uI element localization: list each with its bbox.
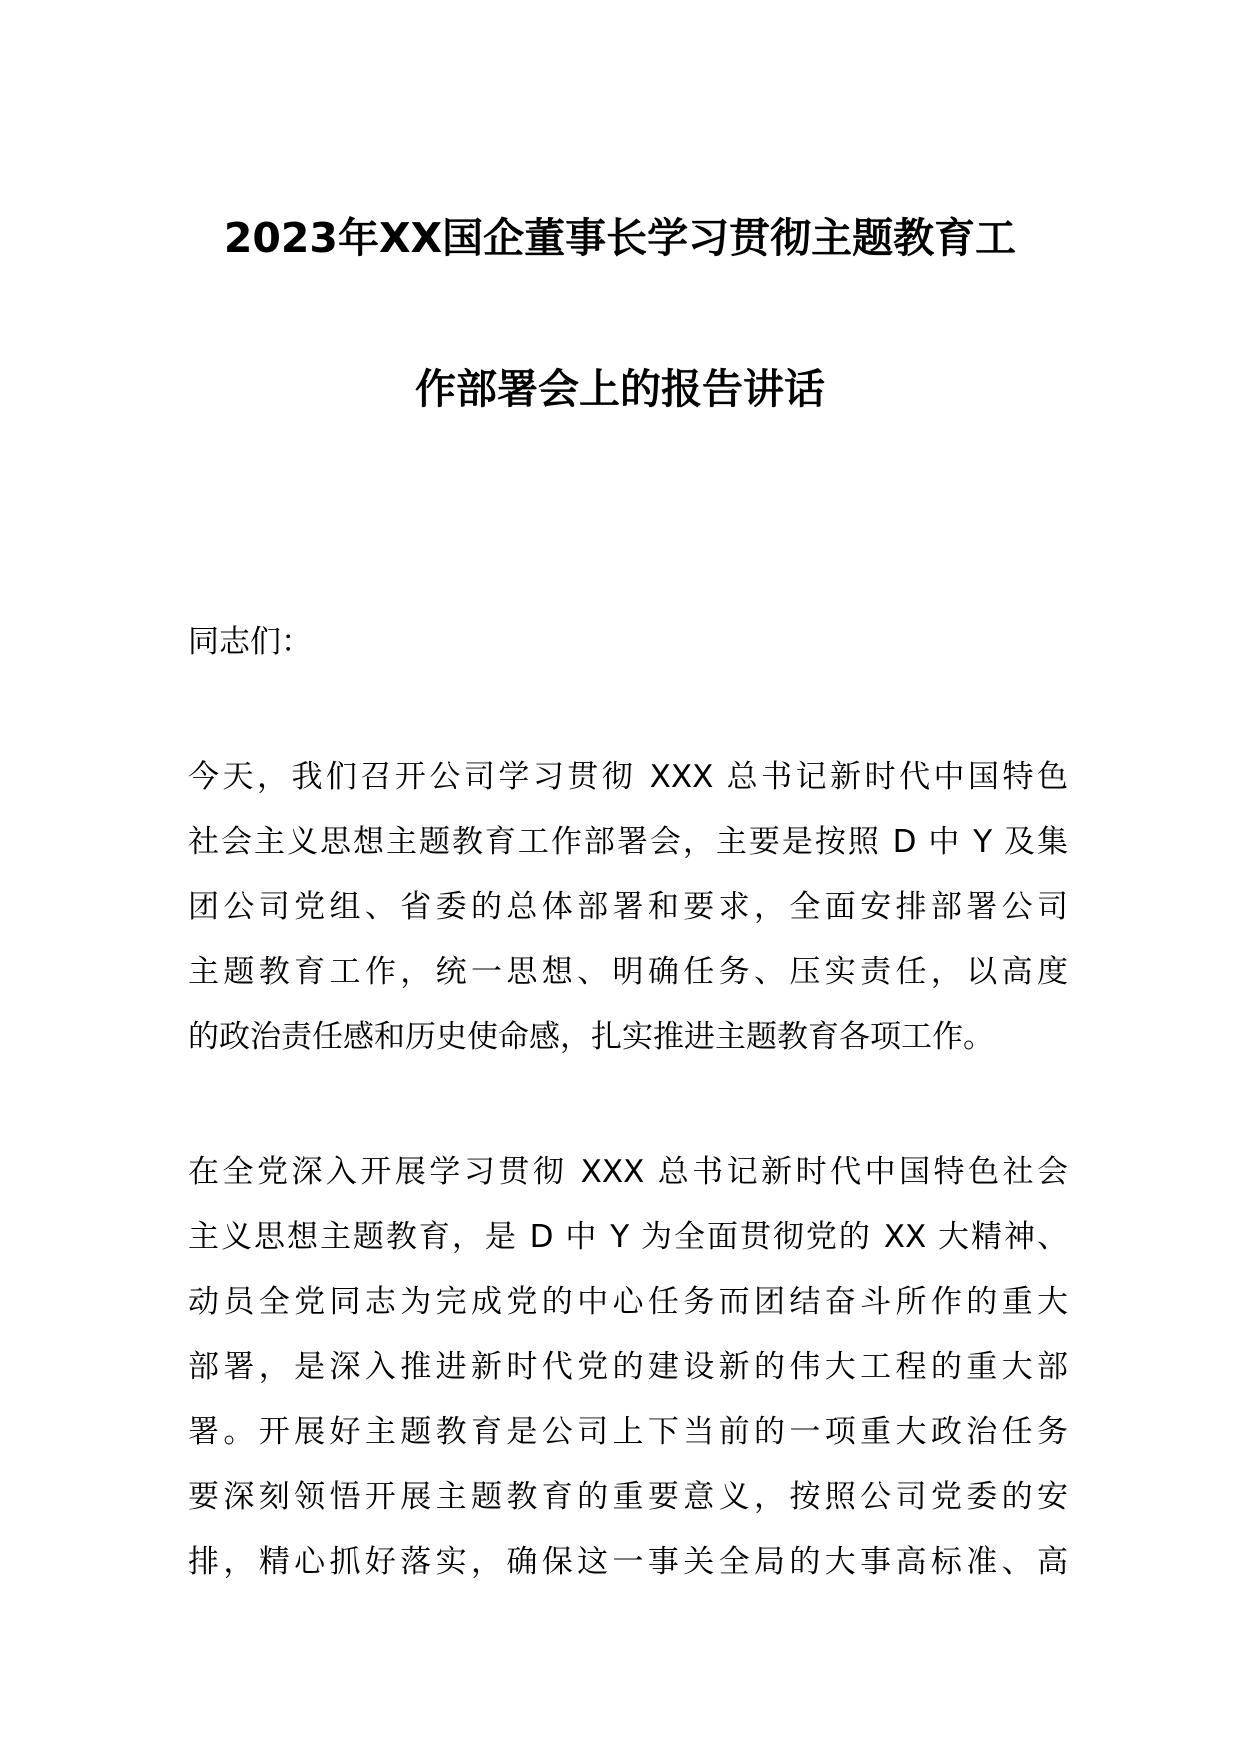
document-title-line-2: 作部署会上的报告讲话 <box>415 365 825 413</box>
paragraph-1-line-5: 的政治责任感和历史使命感，扎实推进主题教育各项工作。 <box>188 1019 994 1055</box>
paragraph-2-line-3: 动员全党同志为完成党的中心任务而团结奋斗所作的重大 <box>188 1284 1068 1320</box>
document-title-line-1: 2023年XX国企董事长学习贯彻主题教育工 <box>223 214 1017 262</box>
paragraph-1-line-4: 主题教育工作，统一思想、明确任务、压实责任，以高度 <box>188 954 1068 990</box>
paragraph-2-line-6: 要深刻领悟开展主题教育的重要意义，按照公司党委的安 <box>188 1479 1068 1515</box>
salutation: 同志们： <box>188 624 312 660</box>
paragraph-2-line-7: 排，精心抓好落实，确保这一事关全局的大事高标准、高 <box>188 1544 1068 1580</box>
paragraph-2-line-2: 主义思想主题教育，是 D 中 Y 为全面贯彻党的 XX 大精神、 <box>188 1219 1068 1255</box>
paragraph-1-line-1: 今天，我们召开公司学习贯彻 XXX 总书记新时代中国特色 <box>188 759 1068 795</box>
paragraph-2-line-4: 部署，是深入推进新时代党的建设新的伟大工程的重大部 <box>188 1349 1068 1385</box>
paragraph-2-line-1: 在全党深入开展学习贯彻 XXX 总书记新时代中国特色社会 <box>188 1154 1068 1190</box>
paragraph-1-line-3: 团公司党组、省委的总体部署和要求，全面安排部署公司 <box>188 889 1068 925</box>
paragraph-2-line-5: 署。开展好主题教育是公司上下当前的一项重大政治任务 <box>188 1414 1068 1450</box>
paragraph-1-line-2: 社会主义思想主题教育工作部署会，主要是按照 D 中 Y 及集 <box>188 824 1068 860</box>
